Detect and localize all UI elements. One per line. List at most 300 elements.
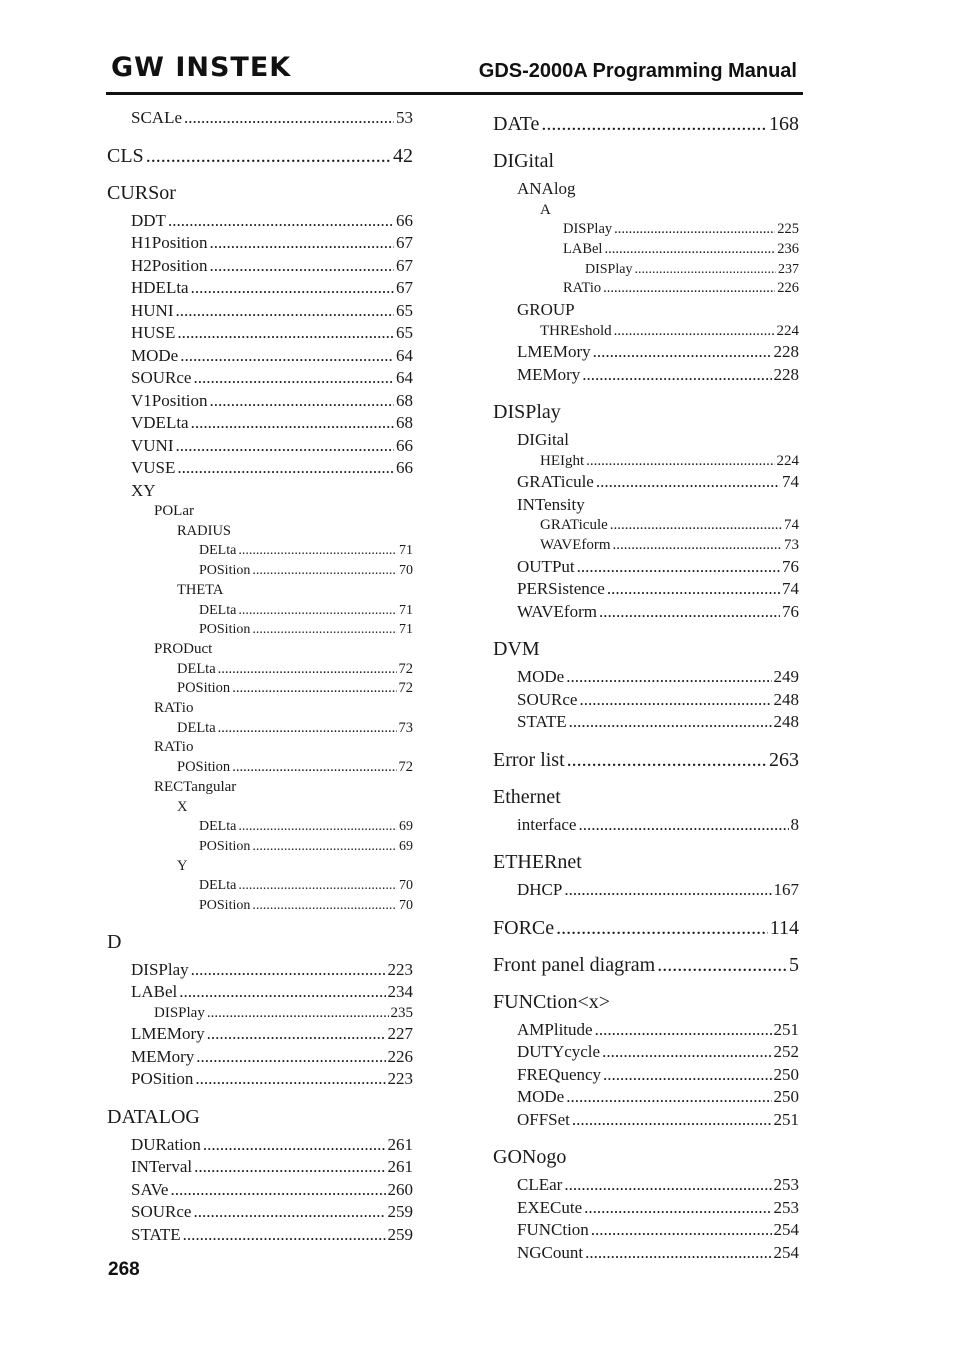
index-entry <box>107 277 413 300</box>
index-entry <box>107 738 413 758</box>
index-heading <box>493 401 799 423</box>
entry-term: INTensity <box>517 494 585 514</box>
entry-term: POSition <box>199 898 251 914</box>
dot-leader <box>191 412 394 435</box>
dot-leader <box>564 879 771 902</box>
entry-term: Y <box>177 857 188 874</box>
entry-term: POLar <box>154 503 194 519</box>
entry-term: FREQuency <box>517 1064 602 1084</box>
dot-leader <box>541 113 767 135</box>
dot-leader <box>585 1242 771 1265</box>
entry-term: PRODuct <box>154 640 213 657</box>
index-entry <box>493 1041 799 1064</box>
entry-page-number: 70 <box>399 898 413 914</box>
entry-page-number: 67 <box>396 233 413 252</box>
index-entry <box>107 679 413 699</box>
index-entry <box>107 1134 413 1157</box>
entry-page-number: 71 <box>399 622 413 638</box>
entry-page-number: 70 <box>399 563 413 579</box>
entry-term: AMPlitude <box>517 1019 593 1039</box>
dot-leader <box>604 240 775 260</box>
index-entry <box>107 896 413 916</box>
entry-page-number: 74 <box>782 579 799 599</box>
entry-page-number: 69 <box>399 819 413 835</box>
entry-page-number: 72 <box>398 759 413 776</box>
index-heading <box>493 786 799 808</box>
entry-page-number: 250 <box>773 1087 799 1107</box>
entry-term: ANAlog <box>517 179 576 198</box>
entry-term: EXECute <box>517 1197 583 1217</box>
entry-term: POSition <box>177 680 231 697</box>
entry-page-number: 64 <box>396 368 413 387</box>
entry-term: CLEar <box>517 1175 563 1195</box>
index-entry <box>107 699 413 719</box>
index-entry <box>493 1174 799 1197</box>
entry-page-number: 67 <box>396 278 413 297</box>
entry-term: OFFSet <box>517 1109 570 1129</box>
index-entry <box>493 1219 799 1242</box>
entry-term: X <box>177 798 188 815</box>
index-entry <box>107 719 413 739</box>
index-heading <box>107 1106 413 1128</box>
index-entry <box>493 279 799 299</box>
entry-term: XY <box>131 480 156 500</box>
page-number: 268 <box>108 1259 140 1280</box>
index-entry <box>107 1201 413 1224</box>
manual-title: GDS-2000A Programming Manual <box>478 60 797 82</box>
entry-term: Error list <box>493 748 565 771</box>
entry-term: STATE <box>517 712 567 732</box>
dot-leader <box>194 1156 385 1179</box>
index-entry <box>107 1224 413 1247</box>
entry-page-number: 250 <box>773 1064 799 1084</box>
entry-term: VUSE <box>131 458 176 477</box>
entry-page-number: 53 <box>396 108 413 127</box>
dot-leader <box>196 1046 385 1069</box>
index-entry <box>493 240 799 260</box>
dot-leader <box>252 620 397 640</box>
dot-leader <box>232 679 396 699</box>
entry-term: RATio <box>154 700 194 717</box>
index-entry <box>107 837 413 857</box>
entry-term: SCALe <box>131 108 182 127</box>
entry-term: DUTYcycle <box>517 1042 601 1062</box>
entry-term: CLS <box>107 144 144 167</box>
entry-page-number: 253 <box>773 1197 799 1217</box>
entry-page-number: 226 <box>387 1046 413 1066</box>
index-entry <box>493 299 799 322</box>
index-entry <box>493 879 799 902</box>
entry-term: WAVEform <box>517 601 597 621</box>
entry-page-number: 114 <box>769 916 799 939</box>
dot-leader <box>170 1179 385 1202</box>
entry-term: DELta <box>177 660 216 677</box>
entry-page-number: 73 <box>784 537 799 554</box>
dot-leader <box>603 1064 771 1087</box>
entry-term: LMEMory <box>131 1024 205 1044</box>
dot-leader <box>193 367 394 390</box>
dot-leader <box>232 758 396 778</box>
entry-page-number: 227 <box>387 1024 413 1044</box>
entry-term: VDELta <box>131 413 189 432</box>
index-entry <box>107 601 413 621</box>
index-entry <box>107 541 413 561</box>
entry-term: DISPlay <box>131 959 189 979</box>
dot-leader <box>567 749 767 771</box>
index-entry <box>493 689 799 712</box>
entry-page-number: 263 <box>769 748 799 771</box>
dot-leader <box>252 561 397 581</box>
index-entry <box>107 981 413 1004</box>
entry-term: DIGital <box>517 430 569 450</box>
index-entry <box>107 107 413 130</box>
dot-leader <box>252 896 397 916</box>
entry-page-number: 254 <box>773 1220 799 1240</box>
index-column-right <box>493 107 799 1264</box>
dot-leader <box>218 660 397 680</box>
index-heading <box>493 1146 799 1168</box>
dot-leader <box>591 1219 772 1242</box>
entry-term: DATe <box>493 113 540 135</box>
dot-leader <box>146 145 391 167</box>
entry-page-number: 65 <box>396 323 413 342</box>
index-entry <box>107 1004 413 1024</box>
entry-term: PERSistence <box>517 579 605 599</box>
dot-leader <box>191 277 394 300</box>
entry-term: GRATicule <box>517 472 594 492</box>
entry-term: A <box>540 201 551 218</box>
entry-page-number: 66 <box>396 435 413 455</box>
entry-term: DISPlay <box>585 261 633 277</box>
dot-leader <box>176 435 395 458</box>
entry-term: HUNI <box>131 300 174 320</box>
entry-term: DIGital <box>493 150 555 172</box>
entry-term: CURSor <box>107 181 176 204</box>
entry-page-number: 261 <box>387 1134 413 1154</box>
entry-page-number: 72 <box>398 680 413 697</box>
entry-term: V1Position <box>131 390 208 410</box>
entry-term: GROUP <box>517 300 575 320</box>
index-heading <box>107 145 413 167</box>
index-entry <box>107 522 413 542</box>
entry-page-number: 237 <box>778 261 799 277</box>
entry-page-number: 67 <box>396 255 413 275</box>
entry-page-number: 235 <box>390 1004 413 1021</box>
entry-page-number: 260 <box>387 1179 413 1199</box>
index-heading <box>493 113 799 135</box>
index-entry <box>493 556 799 579</box>
index-entry <box>493 1019 799 1042</box>
entry-term: MEMory <box>131 1046 195 1066</box>
entry-term: H1Position <box>131 233 208 252</box>
index-entry <box>107 876 413 896</box>
entry-page-number: 259 <box>387 1202 413 1222</box>
index-entry <box>493 322 799 342</box>
entry-term: NGCount <box>517 1242 584 1262</box>
entry-page-number: 66 <box>396 210 413 230</box>
index-entry <box>107 1068 413 1091</box>
entry-term: WAVEform <box>540 537 611 554</box>
entry-term: POSition <box>177 759 231 776</box>
entry-page-number: 228 <box>773 342 799 362</box>
index-entry <box>107 1179 413 1202</box>
index-heading <box>107 931 413 953</box>
dot-leader <box>614 220 775 240</box>
entry-term: H2Position <box>131 255 208 275</box>
index-entry <box>107 435 413 458</box>
entry-term: DELta <box>199 878 237 894</box>
entry-term: DELta <box>199 819 237 835</box>
dot-leader <box>596 471 780 494</box>
dot-leader <box>184 107 394 130</box>
dot-leader <box>593 341 772 364</box>
entry-term: RATio <box>563 280 602 297</box>
entry-term: DURation <box>131 1134 201 1154</box>
entry-term: GONogo <box>493 1146 567 1169</box>
entry-term: POSition <box>131 1069 194 1089</box>
entry-term: THETA <box>177 581 224 598</box>
entry-term: FUNCtion <box>517 1220 589 1240</box>
entry-page-number: 65 <box>396 300 413 320</box>
entry-term: SOURce <box>131 1202 192 1222</box>
index-entry <box>493 220 799 240</box>
dot-leader <box>657 954 787 976</box>
entry-page-number: 70 <box>399 878 413 894</box>
index-entry <box>493 471 799 494</box>
index-entry <box>493 711 799 734</box>
dot-leader <box>610 516 782 536</box>
entry-page-number: 226 <box>777 280 799 297</box>
entry-page-number: 234 <box>387 982 413 1002</box>
index-entry <box>107 857 413 877</box>
dot-leader <box>238 876 397 896</box>
dot-leader <box>195 1068 385 1091</box>
dot-leader <box>210 255 394 278</box>
entry-term: STATE <box>131 1224 181 1244</box>
dot-leader <box>238 541 397 561</box>
index-entry <box>107 210 413 233</box>
index-heading <box>107 182 413 204</box>
index-entry <box>107 778 413 798</box>
entry-term: HEIght <box>540 452 585 469</box>
index-entry <box>107 640 413 660</box>
index-entry <box>493 578 799 601</box>
gw-instek-logo: GW INSTEK <box>111 52 292 83</box>
entry-term: Ethernet <box>493 785 561 808</box>
entry-page-number: 69 <box>399 838 413 854</box>
entry-page-number: 72 <box>398 660 413 677</box>
entry-term: POSition <box>199 622 251 638</box>
entry-term: INTerval <box>131 1157 193 1177</box>
entry-page-number: 248 <box>773 689 799 709</box>
entry-term: ETHERnet <box>493 851 582 874</box>
dot-leader <box>176 300 395 323</box>
index-entry <box>107 300 413 323</box>
index-entry <box>493 536 799 556</box>
index-entry <box>493 666 799 689</box>
entry-term: POSition <box>199 838 251 854</box>
dot-leader <box>180 345 394 368</box>
index-heading <box>493 851 799 873</box>
entry-term: D <box>107 930 122 953</box>
dot-leader <box>569 711 772 734</box>
index-entry <box>107 322 413 345</box>
entry-term: DELta <box>177 719 216 736</box>
entry-term: FORCe <box>493 916 555 939</box>
entry-term: MODe <box>517 667 565 687</box>
entry-page-number: 259 <box>387 1224 413 1244</box>
entry-page-number: 254 <box>773 1242 799 1262</box>
entry-term: RATio <box>154 739 194 756</box>
dot-leader <box>584 1197 771 1220</box>
entry-term: DHCP <box>517 880 563 900</box>
entry-term: SOURce <box>131 368 192 387</box>
entry-page-number: 64 <box>396 345 413 365</box>
index-entry <box>493 260 799 280</box>
index-entry <box>107 817 413 837</box>
entry-page-number: 71 <box>399 602 413 618</box>
entry-page-number: 76 <box>782 601 799 621</box>
index-entry <box>493 516 799 536</box>
index-heading <box>493 991 799 1013</box>
entry-page-number: 68 <box>396 390 413 410</box>
dot-leader <box>634 260 776 280</box>
dot-leader <box>252 837 397 857</box>
dot-leader <box>595 1019 772 1042</box>
dot-leader <box>207 1023 386 1046</box>
entry-term: SAVe <box>131 1179 169 1199</box>
entry-page-number: 261 <box>387 1157 413 1177</box>
dot-leader <box>210 232 394 255</box>
entry-term: RADIUS <box>177 522 231 539</box>
index-entry <box>107 660 413 680</box>
dot-leader <box>179 981 385 1004</box>
dot-leader <box>218 719 397 739</box>
index-entry <box>493 1242 799 1265</box>
entry-term: LMEMory <box>517 342 591 362</box>
index-entry <box>107 367 413 390</box>
index-entry <box>493 364 799 387</box>
entry-page-number: 42 <box>393 144 413 167</box>
entry-term: HUSE <box>131 323 176 342</box>
dot-leader <box>210 390 394 413</box>
index-heading <box>493 150 799 172</box>
entry-term: MEMory <box>517 364 581 384</box>
entry-page-number: 74 <box>784 517 799 534</box>
dot-leader <box>191 959 386 982</box>
index-heading <box>493 917 799 939</box>
dot-leader <box>603 279 775 299</box>
index-entry <box>107 412 413 435</box>
entry-term: DATALOG <box>107 1105 200 1128</box>
entry-page-number: 236 <box>777 240 799 257</box>
dot-leader <box>193 1201 385 1224</box>
entry-page-number: 223 <box>387 1069 413 1089</box>
entry-page-number: 251 <box>773 1109 799 1129</box>
index-entry <box>493 452 799 472</box>
dot-leader <box>613 536 782 556</box>
entry-page-number: 8 <box>790 814 799 834</box>
entry-term: THREshold <box>540 322 612 339</box>
index-entry <box>107 502 413 522</box>
entry-term: DELta <box>199 602 237 618</box>
entry-page-number: 225 <box>777 221 799 238</box>
entry-term: Front panel diagram <box>493 953 656 976</box>
index-entry <box>493 1086 799 1109</box>
dot-leader <box>586 452 774 472</box>
entry-term: DELta <box>199 543 237 559</box>
index-entry <box>493 178 799 201</box>
entry-page-number: 224 <box>776 322 799 339</box>
index-heading <box>493 638 799 660</box>
index-entry <box>493 601 799 624</box>
dot-leader <box>577 556 780 579</box>
dot-leader <box>602 1041 771 1064</box>
entry-page-number: 168 <box>769 113 799 135</box>
entry-term: GRATicule <box>540 517 608 534</box>
index-entry <box>107 390 413 413</box>
index-entry <box>107 1156 413 1179</box>
index-entry <box>107 255 413 278</box>
dot-leader <box>177 457 394 480</box>
dot-leader <box>203 1134 386 1157</box>
header-rule <box>106 92 803 95</box>
entry-term: LABel <box>131 982 178 1002</box>
index-entry <box>107 480 413 503</box>
index-entry <box>493 814 799 837</box>
index-entry <box>107 798 413 818</box>
dot-leader <box>238 601 397 621</box>
entry-page-number: 228 <box>773 364 799 384</box>
index-entry <box>107 1023 413 1046</box>
entry-term: DDT <box>131 210 166 230</box>
entry-term: SOURce <box>517 689 578 709</box>
index-entry <box>493 1197 799 1220</box>
index-entry <box>107 345 413 368</box>
index-entry <box>493 201 799 221</box>
index-entry <box>493 341 799 364</box>
entry-page-number: 223 <box>387 959 413 979</box>
entry-page-number: 5 <box>789 953 799 976</box>
index-entry <box>493 494 799 517</box>
dot-leader <box>183 1224 386 1247</box>
dot-leader <box>556 917 768 939</box>
entry-term: FUNCtion<x> <box>493 990 611 1013</box>
entry-page-number: 71 <box>399 543 413 559</box>
entry-term: DISPlay <box>563 221 613 238</box>
index-entry <box>493 1064 799 1087</box>
entry-page-number: 66 <box>396 458 413 477</box>
dot-leader <box>168 210 394 233</box>
entry-term: MODe <box>517 1087 565 1107</box>
entry-page-number: 76 <box>782 556 799 576</box>
entry-term: HDELta <box>131 278 189 297</box>
dot-leader <box>566 1086 771 1109</box>
dot-leader <box>238 817 397 837</box>
entry-term: POSition <box>199 563 251 579</box>
dot-leader <box>578 814 788 837</box>
entry-page-number: 224 <box>776 452 799 469</box>
index-entry <box>107 758 413 778</box>
dot-leader <box>572 1109 772 1132</box>
entry-page-number: 249 <box>773 667 799 687</box>
dot-leader <box>566 666 771 689</box>
entry-term: LABel <box>563 240 603 257</box>
dot-leader <box>564 1174 771 1197</box>
index-entry <box>107 561 413 581</box>
entry-page-number: 248 <box>773 712 799 732</box>
index-column-left <box>107 107 413 1246</box>
